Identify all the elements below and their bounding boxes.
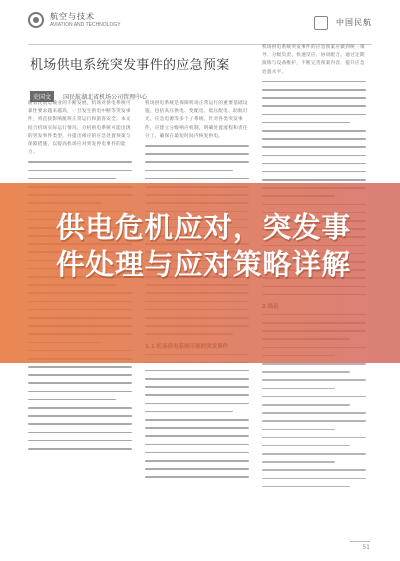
column-2-text: 机场供电系统是保障机场正常运行的重要基础设施，包括高压供电、变配电、低压配电、助航灯光、应急电源等多个子系统。针对各类突发事件，应建立分级响应机制，明确处置流程和责任分工，确保在最短时间内恢复供电。 [145, 101, 248, 139]
journal-name: 航空与技术 [50, 12, 95, 21]
column-3-text: 机场供电系统突发事件的应急预案应做到统一领导、分级负责、快速反应、协同配合。通过定期演练与设备维护，不断完善预案内容，提升应急处置水平。 [262, 45, 365, 75]
column-1-text: 随着民航运输业的不断发展，机场对供电系统可靠性要求越来越高，一旦发生供电中断等突发事件，将直接影响航班正常运行和旅客安全。本文结合机场实际运行情况，分析供电系统可能出现的突发事件类型，并提出相应的应急处置预案与保障措施，以提高机场应对突发停电事件的能力。 [28, 101, 131, 156]
journal-name-en: AVIATION AND TECHNOLOGY [50, 22, 121, 28]
article-title: 机场供电系统突发事件的应急预案 [30, 58, 230, 73]
brand-seal-icon [314, 16, 328, 30]
brand-name: 中国民航 [336, 18, 372, 27]
journal-logo-icon [28, 12, 44, 28]
brand-logo [314, 12, 372, 26]
column-2-lines-b [145, 354, 249, 478]
page-number: 51 [350, 541, 370, 551]
references-list [262, 363, 366, 487]
author-affiliation: 国民航湖北省机场公司管理中心 [63, 94, 148, 101]
author-name: 史国文 [30, 91, 54, 102]
banner-headline: 供电危机应对，突发事件处理与应对策略详解 [56, 211, 352, 281]
author-line [30, 84, 270, 101]
journal-header [28, 8, 372, 45]
